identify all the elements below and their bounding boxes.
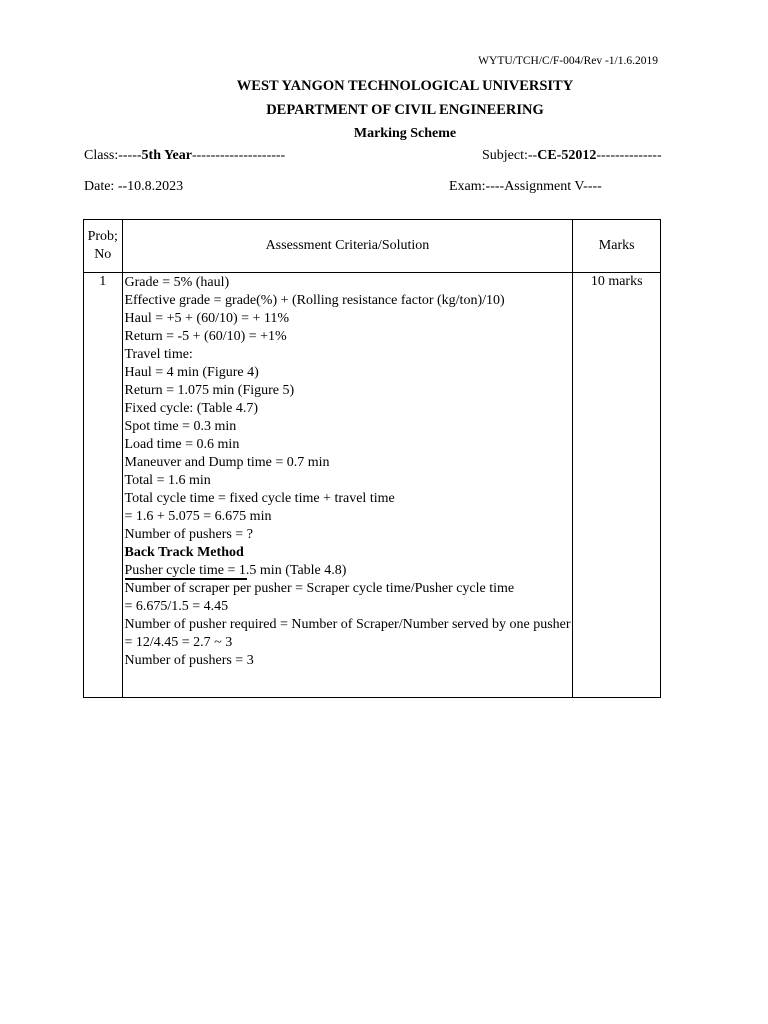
subject-value: CE-52012 — [537, 148, 597, 163]
class-field — [84, 148, 285, 164]
solution-line: = 1.6 + 5.075 = 6.675 min — [124, 509, 272, 524]
solution-line: Fixed cycle: (Table 4.7) — [124, 401, 259, 416]
solution-line: = 6.675/1.5 = 4.45 — [124, 599, 229, 614]
pusher-underline-mark — [125, 578, 247, 580]
solution-line: Return = -5 + (60/10) = +1% — [124, 329, 287, 344]
solution-cell — [122, 273, 573, 698]
solution-line: Number of pusher required = Number of Scraper/Number served by one pusher — [124, 617, 571, 632]
marks-cell: 10 marks — [573, 273, 661, 698]
class-value: 5th Year — [141, 148, 192, 163]
subject-suffix: -------------- — [596, 148, 662, 163]
table-header-row — [84, 220, 661, 273]
university-title: WEST YANGON TECHNOLOGICAL UNIVERSITY — [236, 78, 574, 94]
header-prob-no — [84, 220, 123, 273]
table-row — [84, 273, 661, 698]
solution-line: Haul = 4 min (Figure 4) — [124, 365, 259, 380]
subject-prefix: Subject:-- — [482, 148, 538, 163]
solution-line: Number of pushers = ? — [124, 527, 253, 542]
pusher-cycle-underlined: Pusher cycle time = 1 — [124, 563, 246, 578]
solution-line: Number of scraper per pusher = Scraper cycle time/Pusher cycle time — [124, 581, 515, 596]
header-prob-line1: Prob; — [87, 229, 118, 244]
header-marks: Marks — [573, 220, 661, 273]
solution-lines-part1 — [125, 274, 573, 544]
solution-line: Load time = 0.6 min — [124, 437, 240, 452]
pusher-cycle-line — [125, 562, 573, 580]
date-field: Date: --10.8.2023 — [84, 179, 184, 194]
subject-field — [482, 148, 662, 164]
solution-line: Total cycle time = fixed cycle time + travel time — [124, 491, 395, 506]
solution-line: Grade = 5% (haul) — [124, 275, 230, 290]
solution-line: Effective grade = grade(%) + (Rolling resistance factor (kg/ton)/10) — [124, 293, 505, 308]
header-criteria: Assessment Criteria/Solution — [122, 220, 573, 273]
solution-line: Return = 1.075 min (Figure 5) — [124, 383, 295, 398]
department-title: DEPARTMENT OF CIVIL ENGINEERING — [266, 102, 544, 118]
marking-scheme-table — [83, 219, 661, 698]
pusher-cycle-rest: .5 min (Table 4.8) — [245, 563, 347, 578]
solution-line: Total = 1.6 min — [124, 473, 211, 488]
class-suffix: -------------------- — [191, 148, 286, 163]
header-prob-line2: No — [94, 247, 112, 262]
solution-line: Maneuver and Dump time = 0.7 min — [124, 455, 330, 470]
solution-line: Number of pushers = 3 — [124, 653, 254, 668]
solution-line: Travel time: — [124, 347, 193, 362]
solution-line: Haul = +5 + (60/10) = + 11% — [124, 311, 290, 326]
prob-number-cell: 1 — [84, 273, 123, 698]
marking-scheme-title: Marking Scheme — [353, 126, 457, 141]
solution-lines-part2 — [125, 580, 573, 670]
document-reference-code: WYTU/TCH/C/F-004/Rev -1/1.6.2019 — [478, 55, 658, 67]
solution-line: = 12/4.45 = 2.7 ~ 3 — [124, 635, 233, 650]
solution-line: Spot time = 0.3 min — [124, 419, 237, 434]
method-heading: Back Track Method — [124, 545, 244, 560]
exam-field: Exam:----Assignment V---- — [449, 179, 602, 194]
class-prefix: Class:----- — [84, 148, 142, 163]
